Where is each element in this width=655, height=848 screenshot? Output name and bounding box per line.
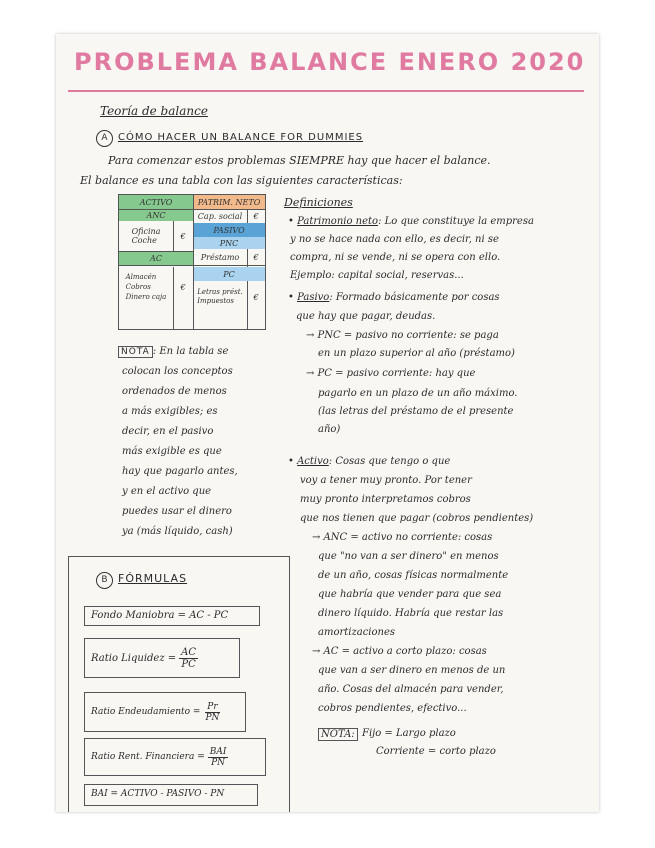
def-activo-line-5: → ANC = activo no corriente: cosas [312, 532, 493, 543]
def-activo-line-1: • Activo: Cosas que tengo o que [288, 456, 451, 467]
table-divider [247, 209, 248, 223]
def-activo-line-2: voy a tener muy pronto. Por tener [300, 475, 472, 486]
formula-bai: BAI = ACTIVO - PASIVO - PN [84, 784, 258, 806]
cell-pasivo: PASIVO [193, 223, 265, 237]
note-left-line-2: colocan los conceptos [122, 366, 233, 377]
cell-euro-cap: € [253, 211, 259, 221]
def-activo-line-4: que nos tienen que pagar (cobros pendientes) [300, 513, 534, 524]
def-pasivo-line-2: que hay que pagar, deudas. [296, 311, 436, 322]
def-patrimonio-line-3: compra, ni se vende, ni se opera con ello. [290, 252, 501, 263]
formula-liquidez-num: AC [181, 646, 197, 658]
cell-oficina-coche: Oficina Coche [131, 227, 161, 245]
formula-rentabilidad-num: BAI [209, 746, 227, 757]
cell-euro-letras: € [253, 292, 259, 302]
def-activo-line-8: que habría que vender para que sea [318, 589, 502, 600]
formula-fondo-maniobra: Fondo Maniobra = AC - PC [84, 606, 260, 626]
title-underline [68, 90, 584, 92]
def-pasivo-line-5: → PC = pasivo corriente: hay que [306, 368, 476, 379]
table-divider [119, 251, 193, 252]
table-divider [119, 265, 193, 266]
def-pasivo-line-8: año) [318, 424, 341, 435]
cell-euro-prestamo: € [253, 252, 259, 262]
cell-prestamo: Préstamo [200, 252, 240, 262]
cell-almacen: Almacén Cobros Dinero caja [125, 273, 167, 301]
definitions-heading: Definiciones [284, 196, 353, 209]
formula-endeudamiento-den: PN [205, 712, 220, 723]
def-patrimonio-line-4: Ejemplo: capital social, reservas... [290, 270, 464, 281]
def-pasivo-text: : Formado básicamente por cosas [329, 292, 500, 303]
formula-rentabilidad [84, 738, 266, 776]
def-activo-line-14: cobros pendientes, efectivo... [318, 703, 467, 714]
cell-activo: ACTIVO [119, 195, 193, 209]
def-patrimonio-text: : Lo que constituye la empresa [378, 216, 534, 227]
formula-endeudamiento-fraction [203, 702, 221, 723]
def-patrimonio-line-2: y no se hace nada con ello, es decir, ni se [290, 234, 499, 245]
cell-euro-almacen: € [180, 282, 186, 292]
cell-pc: PC [193, 267, 265, 281]
note-left-line-9: puedes usar el dinero [122, 506, 232, 517]
def-pasivo-line-4: en un plazo superior al año (préstamo) [318, 348, 515, 359]
def-nota-label: NOTA: [318, 728, 358, 741]
table-divider [247, 281, 248, 329]
table-divider [193, 265, 265, 266]
page-title: PROBLEMA BALANCE ENERO 2020 [74, 48, 586, 76]
formula-liquidez [84, 638, 240, 678]
def-nota-line-1: Fijo = Largo plazo [362, 728, 456, 739]
def-activo-line-6: que "no van a ser dinero" en menos [318, 551, 499, 562]
def-pasivo-line-3: → PNC = pasivo no corriente: se paga [306, 330, 499, 341]
note-left-line-1 [118, 346, 228, 357]
note-left-line-7: hay que pagarlo antes, [122, 466, 238, 477]
subtitle: Teoría de balance [100, 104, 208, 118]
def-activo-line-3: muy pronto interpretamos cobros [300, 494, 471, 505]
formula-liquidez-label: Ratio Liquidez = [91, 652, 177, 664]
intro-line-2: El balance es una tabla con las siguientes características: [80, 174, 403, 187]
def-activo-line-13: año. Cosas del almacén para vender, [318, 684, 504, 695]
cell-anc: ANC [119, 209, 193, 221]
cell-pnc: PNC [193, 237, 265, 249]
formula-endeudamiento-label: Ratio Endeudamiento = [91, 707, 201, 717]
def-activo-line-10: amortizaciones [318, 627, 396, 638]
def-activo-line-12: que van a ser dinero en menos de un [318, 665, 506, 676]
def-pasivo-line-6: pagarlo en un plazo de un año máximo. [318, 388, 518, 399]
def-patrimonio-line-1: • Patrimonio neto: Lo que constituye la empresa [288, 216, 534, 227]
formula-rentabilidad-label: Ratio Rent. Financiera = [91, 752, 205, 762]
note-left-line-6: más exigible es que [122, 446, 222, 457]
note-left-label: NOTA [118, 346, 153, 358]
notebook-page [56, 34, 599, 812]
def-pasivo-line-7: (las letras del préstamo de el presente [318, 406, 514, 417]
def-activo-line-11: → AC = activo a corto plazo: cosas [312, 646, 487, 657]
def-activo-label: Activo [297, 456, 329, 467]
cell-euro-oficina: € [180, 231, 186, 241]
formula-endeudamiento [84, 692, 246, 732]
cell-ac: AC [119, 251, 193, 265]
section-a-heading: CÓMO HACER UN BALANCE FOR DUMMIES [118, 132, 364, 143]
table-divider [173, 221, 174, 251]
section-a-marker: A [96, 130, 113, 147]
def-activo-line-9: dinero líquido. Habría que restar las [318, 608, 504, 619]
intro-line-1: Para comenzar estos problemas SIEMPRE hay que hacer el balance. [108, 154, 491, 167]
table-divider [193, 195, 194, 329]
section-b-marker: B [96, 572, 113, 589]
section-b-heading: FÓRMULAS [118, 572, 188, 585]
def-activo-line-7: de un año, cosas físicas normalmente [318, 570, 509, 581]
cell-letras: Letras prést. Impuestos [197, 288, 243, 305]
formula-liquidez-den: PC [181, 658, 196, 670]
table-divider [173, 267, 174, 329]
note-left-line-10: ya (más líquido, cash) [122, 526, 233, 537]
note-left-text: : En la tabla se [152, 346, 229, 357]
balance-table [118, 194, 266, 330]
formula-rentabilidad-fraction [208, 747, 229, 768]
cell-patrimonio-neto: PATRIM. NETO [193, 195, 265, 209]
def-patrimonio-label: Patrimonio neto [297, 216, 379, 227]
def-pasivo-line-1: • Pasivo: Formado básicamente por cosas [288, 292, 500, 303]
def-activo-text: : Cosas que tengo o que [328, 456, 451, 467]
cell-cap-social: Cap. social [197, 211, 243, 221]
note-left-line-4: a más exigibles; es [122, 406, 218, 417]
formula-liquidez-fraction [179, 647, 198, 670]
note-left-line-5: decir, en el pasivo [122, 426, 214, 437]
note-left-line-8: y en el activo que [122, 486, 212, 497]
def-pasivo-label: Pasivo [297, 292, 330, 303]
def-nota-line-2: Corriente = corto plazo [376, 746, 496, 757]
table-divider [119, 209, 265, 210]
note-left-line-3: ordenados de menos [122, 386, 227, 397]
formula-endeudamiento-num: Pr [207, 701, 218, 712]
formula-rentabilidad-den: PN [211, 757, 226, 768]
